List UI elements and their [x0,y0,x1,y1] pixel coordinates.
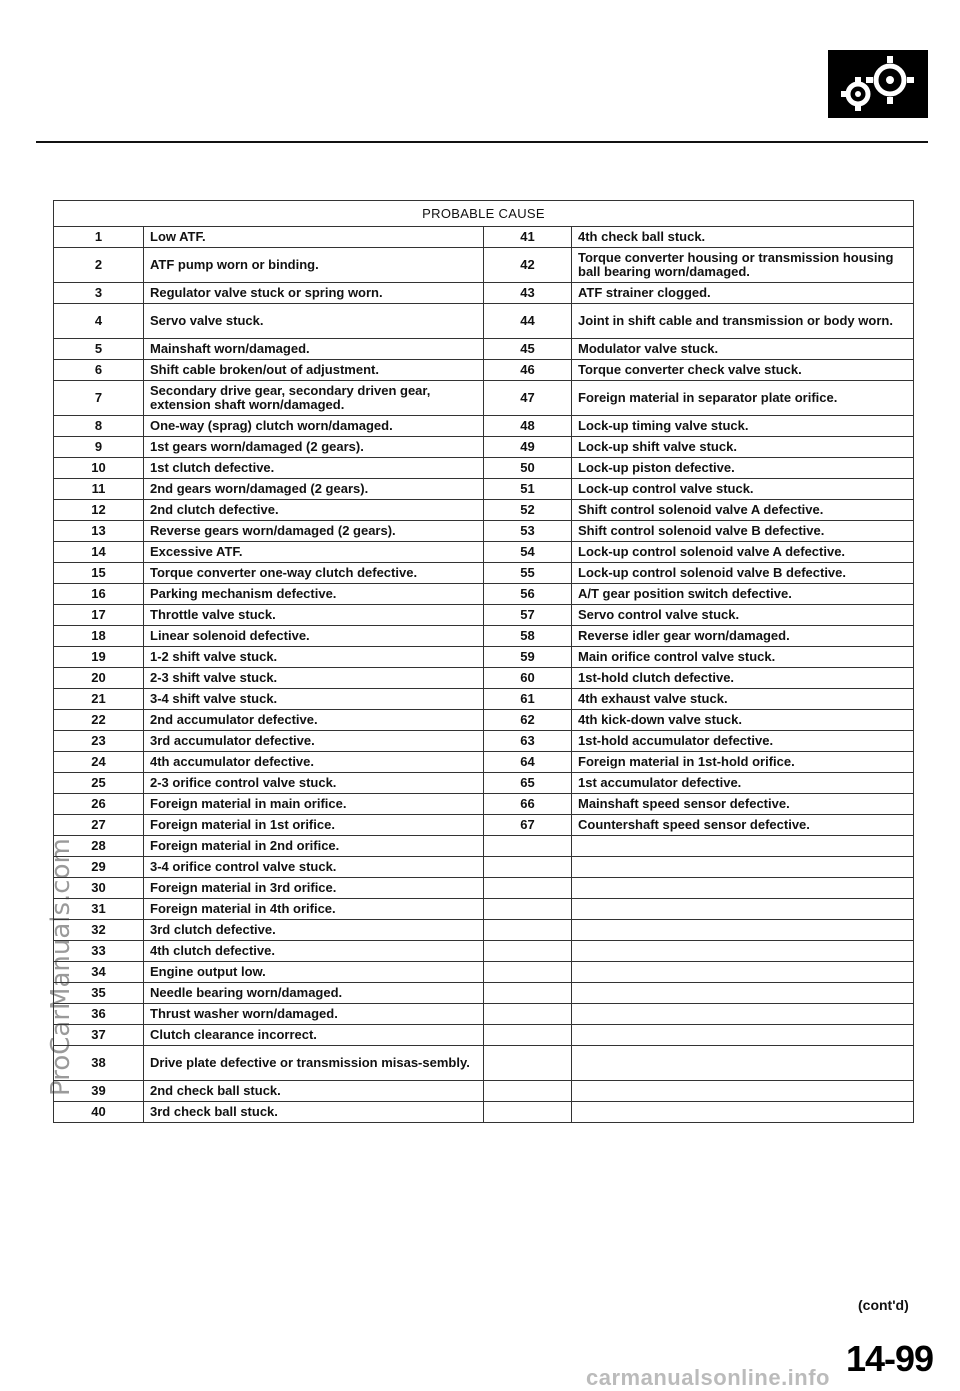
cause-number: 13 [54,521,144,542]
cause-text: Foreign material in 1st orifice. [144,815,484,836]
cause-number: 14 [54,542,144,563]
cause-text: Joint in shift cable and transmission or body worn. [572,304,914,339]
cause-number: 22 [54,710,144,731]
cause-number: 6 [54,360,144,381]
cause-number: 53 [484,521,572,542]
table-row [54,899,914,920]
cause-text: Foreign material in 4th orifice. [144,899,484,920]
cause-text: Torque converter one-way clutch defective. [144,563,484,584]
cause-text: Regulator valve stuck or spring worn. [144,283,484,304]
cause-number: 16 [54,584,144,605]
site-watermark: carmanualsonline.info [586,1365,830,1390]
cause-text [572,1102,914,1123]
cause-number: 35 [54,983,144,1004]
table-row [54,668,914,689]
cause-text: Reverse gears worn/damaged (2 gears). [144,521,484,542]
cause-number: 66 [484,794,572,815]
table-row [54,437,914,458]
cause-text: A/T gear position switch defective. [572,584,914,605]
cause-text [572,836,914,857]
cause-number: 18 [54,626,144,647]
cause-text: Servo valve stuck. [144,304,484,339]
cause-text: 3rd accumulator defective. [144,731,484,752]
cause-number [484,899,572,920]
table-row [54,773,914,794]
cause-text: Parking mechanism defective. [144,584,484,605]
cause-number: 15 [54,563,144,584]
cause-number: 63 [484,731,572,752]
cause-text: Modulator valve stuck. [572,339,914,360]
cause-text: Thrust washer worn/damaged. [144,1004,484,1025]
cause-text [572,899,914,920]
cause-text: 1st-hold clutch defective. [572,668,914,689]
cause-number [484,941,572,962]
cause-number: 52 [484,500,572,521]
gear-icon [828,50,928,118]
table-row [54,227,914,248]
table-row [54,360,914,381]
table-row [54,458,914,479]
cause-text [572,983,914,1004]
cause-number: 23 [54,731,144,752]
cause-number: 61 [484,689,572,710]
cause-number: 26 [54,794,144,815]
cause-number: 27 [54,815,144,836]
table-row [54,626,914,647]
cause-number: 40 [54,1102,144,1123]
cause-number: 54 [484,542,572,563]
probable-cause-table [53,200,914,1123]
table-row [54,689,914,710]
cause-text: Foreign material in separator plate orifice. [572,381,914,416]
cause-number: 55 [484,563,572,584]
cause-text [572,1046,914,1081]
cause-number: 62 [484,710,572,731]
cause-text [572,857,914,878]
table-row [54,584,914,605]
cause-number: 44 [484,304,572,339]
cause-text: 1st clutch defective. [144,458,484,479]
cause-text: 1st-hold accumulator defective. [572,731,914,752]
cause-number: 28 [54,836,144,857]
cause-text: Foreign material in main orifice. [144,794,484,815]
table-row [54,304,914,339]
cause-text: 4th clutch defective. [144,941,484,962]
cause-text: 2nd accumulator defective. [144,710,484,731]
cause-text [572,1081,914,1102]
cause-text [572,941,914,962]
cause-text: 4th check ball stuck. [572,227,914,248]
cause-text: Countershaft speed sensor defective. [572,815,914,836]
cause-text: 4th exhaust valve stuck. [572,689,914,710]
cause-number: 60 [484,668,572,689]
table-row [54,710,914,731]
cause-text [572,920,914,941]
cause-text: Lock-up control solenoid valve A defective. [572,542,914,563]
cause-number [484,1081,572,1102]
cause-text: Lock-up piston defective. [572,458,914,479]
cause-text: 2nd check ball stuck. [144,1081,484,1102]
table-row [54,962,914,983]
header-rule [36,141,928,143]
cause-number: 11 [54,479,144,500]
cause-number: 57 [484,605,572,626]
cause-text: Shift cable broken/out of adjustment. [144,360,484,381]
table-row [54,941,914,962]
table-row [54,1025,914,1046]
table-row [54,878,914,899]
table-row [54,521,914,542]
cause-text: Lock-up control valve stuck. [572,479,914,500]
cause-text: Lock-up timing valve stuck. [572,416,914,437]
cause-number: 21 [54,689,144,710]
cause-text: 3rd clutch defective. [144,920,484,941]
cause-number: 46 [484,360,572,381]
cause-text: Shift control solenoid valve B defective. [572,521,914,542]
cause-text: Needle bearing worn/damaged. [144,983,484,1004]
cause-text: Torque converter housing or transmission housing ball bearing worn/damaged. [572,248,914,283]
table-row [54,479,914,500]
cause-number [484,878,572,899]
table-row [54,339,914,360]
cause-text: Mainshaft worn/damaged. [144,339,484,360]
cause-number: 17 [54,605,144,626]
table-row [54,248,914,283]
cause-number: 42 [484,248,572,283]
cause-text: Torque converter check valve stuck. [572,360,914,381]
cause-number: 48 [484,416,572,437]
table-row [54,283,914,304]
cause-number: 65 [484,773,572,794]
cause-number: 31 [54,899,144,920]
cause-text: Mainshaft speed sensor defective. [572,794,914,815]
cause-number [484,920,572,941]
cause-number: 50 [484,458,572,479]
cause-number: 10 [54,458,144,479]
table-row [54,836,914,857]
cause-number: 43 [484,283,572,304]
cause-number: 3 [54,283,144,304]
cause-number: 24 [54,752,144,773]
table-row [54,815,914,836]
cause-text: Secondary drive gear, secondary driven gear, extension shaft worn/damaged. [144,381,484,416]
cause-number: 38 [54,1046,144,1081]
cause-number [484,1102,572,1123]
table-title: PROBABLE CAUSE [54,201,914,227]
cause-number: 49 [484,437,572,458]
cause-number: 67 [484,815,572,836]
cause-text: 1-2 shift valve stuck. [144,647,484,668]
cause-text: Low ATF. [144,227,484,248]
cause-number: 19 [54,647,144,668]
cause-text: Reverse idler gear worn/damaged. [572,626,914,647]
cause-text: 3-4 orifice control valve stuck. [144,857,484,878]
cause-number [484,836,572,857]
cause-number: 4 [54,304,144,339]
watermark-text: ProCarManuals.com [46,838,76,1096]
cause-number: 8 [54,416,144,437]
cause-number [484,962,572,983]
cause-number: 47 [484,381,572,416]
cause-text: Excessive ATF. [144,542,484,563]
table-row [54,500,914,521]
cause-number [484,1046,572,1081]
cause-text: Clutch clearance incorrect. [144,1025,484,1046]
cause-number: 12 [54,500,144,521]
cause-number: 36 [54,1004,144,1025]
cause-number [484,1004,572,1025]
continued-label: (cont'd) [858,1297,909,1313]
cause-text [572,1025,914,1046]
cause-text [572,878,914,899]
cause-text: 4th kick-down valve stuck. [572,710,914,731]
cause-text: Lock-up shift valve stuck. [572,437,914,458]
cause-number: 2 [54,248,144,283]
table-row [54,983,914,1004]
cause-text: 2-3 shift valve stuck. [144,668,484,689]
cause-number: 45 [484,339,572,360]
cause-text: Lock-up control solenoid valve B defective. [572,563,914,584]
cause-number [484,1025,572,1046]
cause-text [572,1004,914,1025]
table-row [54,563,914,584]
cause-number [484,857,572,878]
cause-text: One-way (sprag) clutch worn/damaged. [144,416,484,437]
cause-number: 7 [54,381,144,416]
cause-text: 3-4 shift valve stuck. [144,689,484,710]
cause-number: 5 [54,339,144,360]
cause-number: 64 [484,752,572,773]
cause-text: Foreign material in 3rd orifice. [144,878,484,899]
table-row [54,1102,914,1123]
cause-text: ATF pump worn or binding. [144,248,484,283]
cause-text [572,962,914,983]
cause-text: Foreign material in 2nd orifice. [144,836,484,857]
table-row [54,752,914,773]
cause-number: 37 [54,1025,144,1046]
table-body [54,227,914,1123]
table-row [54,1046,914,1081]
table-row [54,416,914,437]
cause-text: 1st accumulator defective. [572,773,914,794]
cause-text: 2nd gears worn/damaged (2 gears). [144,479,484,500]
cause-text: Foreign material in 1st-hold orifice. [572,752,914,773]
page-number: 14-99 [846,1338,934,1379]
table-row [54,381,914,416]
cause-text: Main orifice control valve stuck. [572,647,914,668]
cause-number: 20 [54,668,144,689]
cause-number: 25 [54,773,144,794]
table-row [54,1081,914,1102]
cause-number: 29 [54,857,144,878]
cause-number: 39 [54,1081,144,1102]
cause-number: 56 [484,584,572,605]
cause-text: ATF strainer clogged. [572,283,914,304]
table-row [54,920,914,941]
cause-text: 4th accumulator defective. [144,752,484,773]
cause-number: 32 [54,920,144,941]
cause-text: 2-3 orifice control valve stuck. [144,773,484,794]
cause-text: 3rd check ball stuck. [144,1102,484,1123]
cause-text: 1st gears worn/damaged (2 gears). [144,437,484,458]
cause-number: 58 [484,626,572,647]
cause-text: Throttle valve stuck. [144,605,484,626]
cause-text: 2nd clutch defective. [144,500,484,521]
cause-text: Linear solenoid defective. [144,626,484,647]
cause-text: Servo control valve stuck. [572,605,914,626]
table-row [54,857,914,878]
cause-number: 9 [54,437,144,458]
cause-text: Drive plate defective or transmission misas-sembly. [144,1046,484,1081]
cause-number: 34 [54,962,144,983]
cause-number: 1 [54,227,144,248]
cause-text: Shift control solenoid valve A defective. [572,500,914,521]
cause-number [484,983,572,1004]
cause-number: 33 [54,941,144,962]
cause-number: 59 [484,647,572,668]
table-row [54,542,914,563]
cause-number: 30 [54,878,144,899]
table-row [54,731,914,752]
cause-number: 41 [484,227,572,248]
table-row [54,1004,914,1025]
table-row [54,647,914,668]
table-row [54,605,914,626]
cause-number: 51 [484,479,572,500]
cause-text: Engine output low. [144,962,484,983]
table-row [54,794,914,815]
